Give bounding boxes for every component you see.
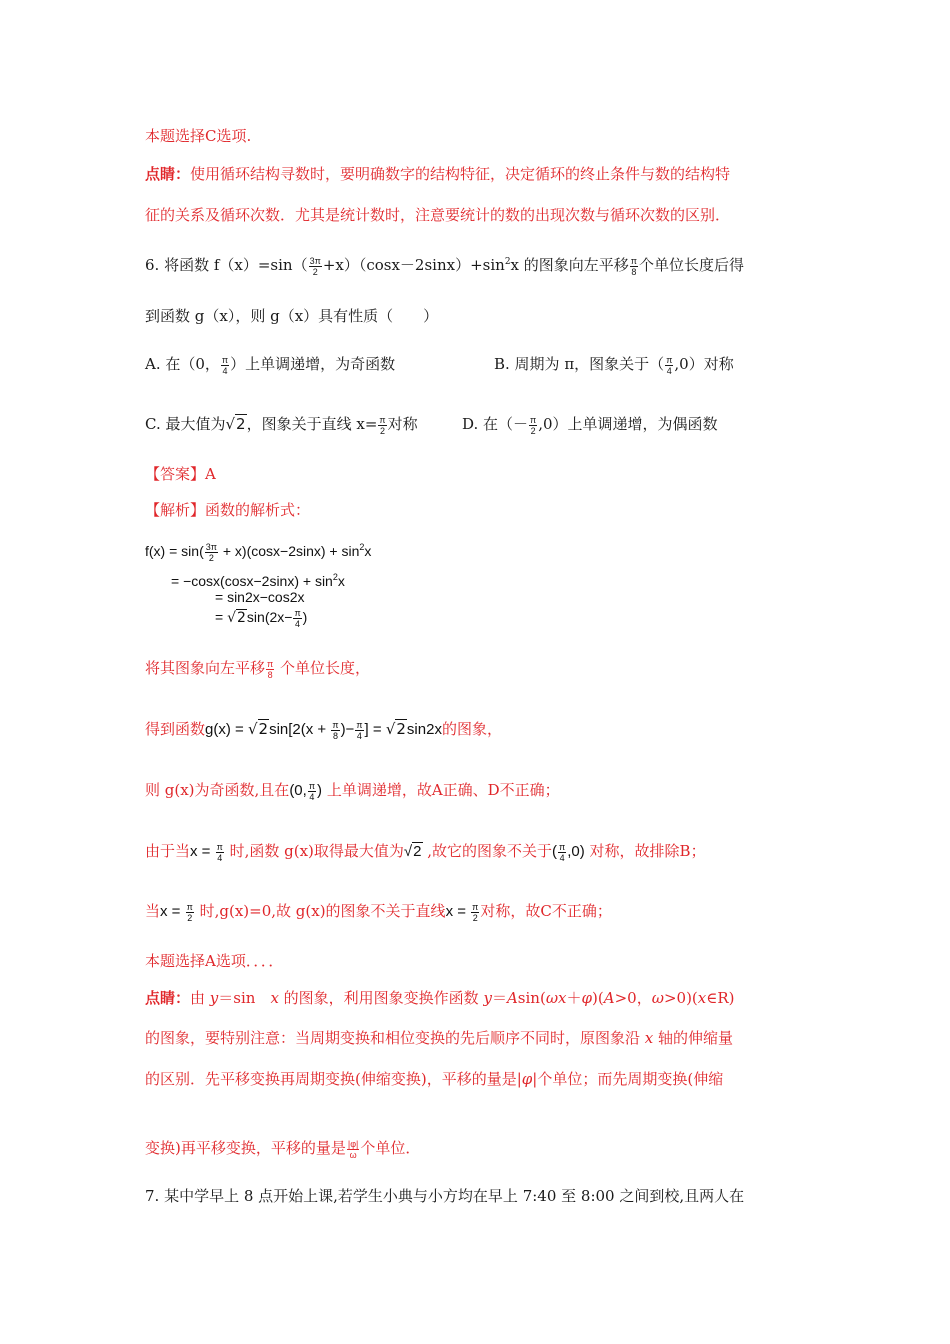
option-b: B. 周期为 π，图象关于（ $\frac{\pi}{4}$ ,0）对称 (494, 354, 734, 376)
analysis-label: 【解析】函数的解析式： (145, 501, 311, 519)
derivation-line-3: = sin2x−cos2x (215, 589, 305, 605)
derivation-line-2: = $-\cos x(\cos x-2\sin x) + \sin^2x$ (171, 572, 345, 589)
explanation-max: 由于当x = $\frac{\pi}{4}$ 时,函数 g(x)取得最大值为√2 ,故它的图象不关于( $\frac{\pi}{4}$ ,0) 对称，故排除B； (145, 841, 706, 863)
text-line: 的图象，要特别注意：当周期变换和相位变换的先后顺序不同时，原图象沿 x 轴的伸缩量 (145, 1029, 734, 1047)
explanation-odd: 则 g(x)为奇函数,且在(0, $\frac{\pi}{4}$ ) 上单调递增，故A正确、D不正确； (145, 780, 560, 802)
option-a: A. 在（0， $\frac{\pi}{4}$ ）上单调递增，为奇函数 (145, 354, 396, 376)
explanation-zero: 当x = $\frac{\pi}{2}$ 时,g(x)=0,故 g(x)的图象不关于直线x = $\frac{\pi}{2}$ 对称，故C不正确； (145, 901, 612, 923)
derivation-line-1: f(x) = sin( $\frac{3\pi}{2}$ + $x)(\cos x-2\sin x) + \sin^2x$ (145, 541, 372, 563)
text-line: 本题选择A选项．．．． (145, 952, 284, 970)
question-7: 7. 某中学早上 8 点开始上课,若学生小典与小方均在早上 7:40 至 8:00 之间到校,且两人在 (145, 1187, 745, 1205)
question-6-cont: 到函数 g（x），则 g（x）具有性质（ ） (145, 307, 439, 325)
derivation-line-4: = √2sin(2x− $\frac{\pi}{4}$ ) (215, 608, 308, 629)
question-6: 6. 将函数 f（x）=sin（ $\frac{3\pi}{2}$ $+x)(\cos x-2\sin x)+\sin^2x$ 的图象向左平移 $\frac{\pi}{8}$ 个单位长度后得 (145, 255, 745, 277)
text-line: 变换)再平移变换，平移的量是 $\frac{|\varphi|}{\omega}$ 个单位． (145, 1138, 421, 1160)
option-c: C. 最大值为√2，图象关于直线 x= $\frac{\pi}{2}$ 对称 (145, 414, 418, 436)
text-line: 的区别．先平移变换再周期变换(伸缩变换)，平移的量是|φ|个单位；而先周期变换(伸缩 (145, 1070, 724, 1088)
explanation-result: 得到函数g(x) = √2sin[2(x + $\frac{\pi}{8}$ )− $\frac{\pi}{4}$ ] = √2sin2x的图象， (145, 719, 502, 741)
text-line: 征的关系及循环次数．尤其是统计数时，注意要统计的数的出现次数与循环次数的区别． (145, 206, 731, 224)
option-d: D. 在（－ $\frac{\pi}{2}$ ,0）上单调递增，为偶函数 (462, 414, 718, 436)
answer-label: 【答案】A (145, 465, 216, 483)
tip-paragraph-2: 点睛：由 y＝sin x 的图象，利用图象变换作函数 y＝Asin(ωx＋φ)(A>0，ω>0)(x∈R) (145, 989, 735, 1007)
derivation-block (145, 538, 545, 633)
explanation-shift: 将其图象向左平移 $\frac{\pi}{8}$ 个单位长度， (145, 658, 371, 680)
text-line: 本题选择C选项. (145, 127, 252, 145)
tip-paragraph: 点睛：使用循环结构寻数时，要明确数字的结构特征，决定循环的终止条件与数的结构特 (145, 165, 731, 183)
